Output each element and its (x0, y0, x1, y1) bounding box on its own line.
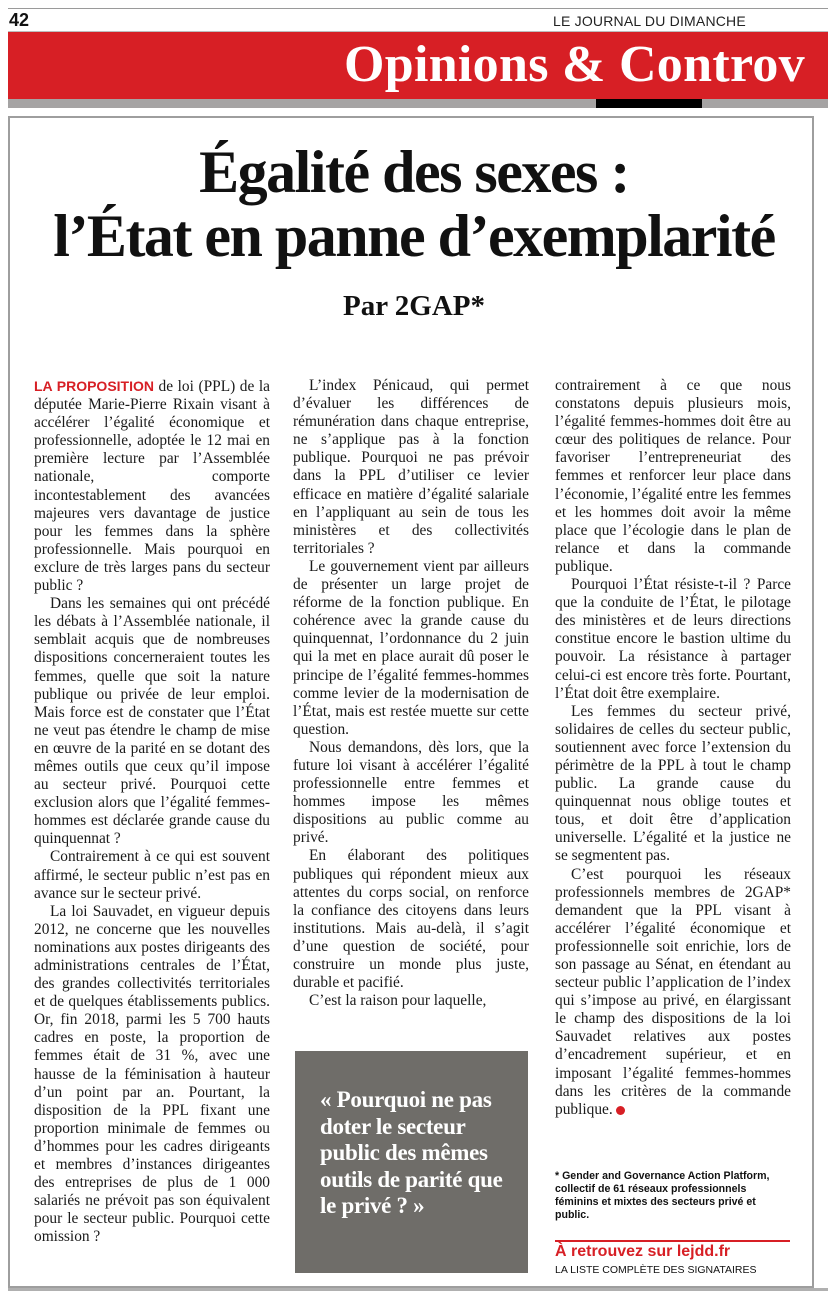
paragraph: En élaborant des politiques publiques qui répondent mieux aux attentes du corps social, on renforce la confiance des citoyens dans leurs institutions. Mais au-delà, il s’agit d’une question de société, pour construire un monde plus juste, durable et pacifié. (293, 847, 529, 992)
paragraph: C’est pourquoi les réseaux professionnels membres de 2GAP* demandent que la PPL visant à accélérer l’égalité économique et professionnelle soit enrichie, lors de son passage au Sénat, en étendant au secteur public l’application de l’index qui s’impose au privé, en élargissant le champ des dispositions de la loi Sauvadet relatives aux postes d’encadrement supérieur, et en imposant l’égalité femmes-hommes dans les critères de la commande publique. (555, 865, 791, 1118)
headline-line-1: Égalité des sexes : (199, 139, 629, 205)
bottom-rule (8, 1288, 828, 1291)
banner-black-accent (596, 99, 702, 108)
paragraph: C’est la raison pour laquelle, (309, 992, 487, 1010)
pull-quote: « Pourquoi ne pas doter le secteur public des mêmes outils de parité que le privé ? » (320, 1087, 503, 1218)
top-rule (8, 8, 828, 9)
lead-in: LA PROPOSITION (34, 378, 154, 394)
paragraph: Pourquoi l’État résiste-t-il ? Parce que la conduite de l’État, le pilotage des ministères et de leurs directions constitue encore le bastion ultime du pouvoir. La résistance à partager celui-ci est encore très forte. Pourtant, l’État doit être exemplaire. (555, 576, 791, 702)
publication-name: LE JOURNAL DU DIMANCHE (553, 13, 746, 29)
article-column-3 (555, 377, 791, 1119)
paragraph: Le gouvernement vient par ailleurs de présenter un large projet de réforme de la fonction publique. En cohérence avec la grande cause du quinquennat, l’ordonnance du 2 juin qui la met en place aurait dû poser le principe de l’égalité femmes-hommes comme levier de la modernisation de l’État, mais est restée muette sur cette question. (293, 557, 529, 738)
section-banner (8, 32, 828, 99)
pull-quote-box (295, 1051, 528, 1273)
page-number: 42 (9, 10, 30, 30)
byline: Par 2GAP* (342, 290, 486, 322)
headline-line-2: l’État en panne d’exemplarité (53, 203, 775, 269)
paragraph: L’index Pénicaud, qui permet d’évaluer les différences de rémunération dans chaque entreprise, ne s’applique pas à la fonction publique. Pourquoi ne pas prévoir dans la PPL d’utiliser ce levier efficace en matière d’égalité salariale en l’appliquant au sein de tous les ministères et des collectivités territoriales ? (293, 377, 529, 557)
article-column-2 (293, 377, 529, 1010)
paragraph: Dans les semaines qui ont précédé les débats à l’Assemblée nationale, il semblait acquis que de nombreuses dispositions concerneraient toutes les femmes, quelle que soit la nature publique ou privée de leur emploi. Mais force est de constater que l’État ne veut pas étendre le champ de mise en œuvre de la parité en se dotant des mêmes outils que ceux qu’il impose au secteur privé. Pourquoi cette exclusion alors que l’égalité femmes-hommes est déclarée grande cause du quinquennat ? (34, 595, 270, 848)
cta-rule (555, 1240, 790, 1242)
banner-grey-bar (8, 99, 828, 108)
website-link[interactable]: À retrouvez sur lejdd.fr (555, 1243, 731, 1260)
paragraph: contrairement à ce que nous constatons depuis plusieurs mois, l’égalité femmes-hommes doit être au cœur des politiques de relance. Pour favoriser l’entrepreneuriat des femmes et renforcer leur place dans l’économie, l’égalité entre les femmes et les hommes doit avoir la même place que l’écologie dans le plan de relance et dans la commande publique. (555, 377, 791, 575)
article-column-1 (34, 377, 270, 1247)
paragraph: La loi Sauvadet, en vigueur depuis 2012, ne concerne que les nouvelles nominations aux postes dirigeants des administrations centrales de l’État, des grandes collectivités territoriales et de quelques établissements publics. Or, fin 2018, parmi les 5 700 hauts cadres en poste, la proportion de femmes était de 31 %, avec une hausse de la féminisation à hauteur d’un point par an. Pourtant, la disposition de la PPL fixant une proportion minimale de femmes ou d’hommes pour les cadres dirigeants et membres d’instances dirigeantes des entreprises de plus de 1 000 salariés ne prévoit pas son équivalent pour le secteur public. Pourquoi cette omission ? (34, 902, 270, 1246)
signatories-label: LA LISTE COMPLÈTE DES SIGNATAIRES (555, 1264, 757, 1276)
end-mark-dot-icon (616, 1106, 625, 1115)
paragraph: Nous demandons, dès lors, que la future loi visant à accélérer l’égalité professionnelle entre femmes et hommes impose les mêmes dispositions au public comme au privé. (293, 738, 529, 847)
article-headline (0, 140, 828, 268)
paragraph: LA PROPOSITION de loi (PPL) de la députée Marie-Pierre Rixain visant à accélérer l’égalité économique et professionnelle, adoptée le 12 mai en première lecture par l’Assemblée nationale, comporte incontestablement des avancées majeures vers davantage de justice pour les femmes dans la sphère professionnelle. Mais pourquoi en exclure de très larges pans du secteur public ? (34, 378, 270, 595)
paragraph: Contrairement à ce qui est souvent affirmé, le secteur public n’est pas en avance sur le secteur privé. (34, 848, 270, 902)
footnote: * Gender and Governance Action Platform, collectif de 61 réseaux professionnels féminins et mixtes des secteurs privé et public. (555, 1170, 770, 1221)
paragraph: Les femmes du secteur privé, solidaires de celles du secteur public, soutiennent avec force l’extension du périmètre de la PPL à tout le champ public. La grande cause du quinquennat nous oblige toutes et tous, et doit être d’application universelle. L’égalité et la justice ne se segmentent pas. (555, 702, 791, 865)
section-title: Opinions & Controv (344, 36, 805, 93)
